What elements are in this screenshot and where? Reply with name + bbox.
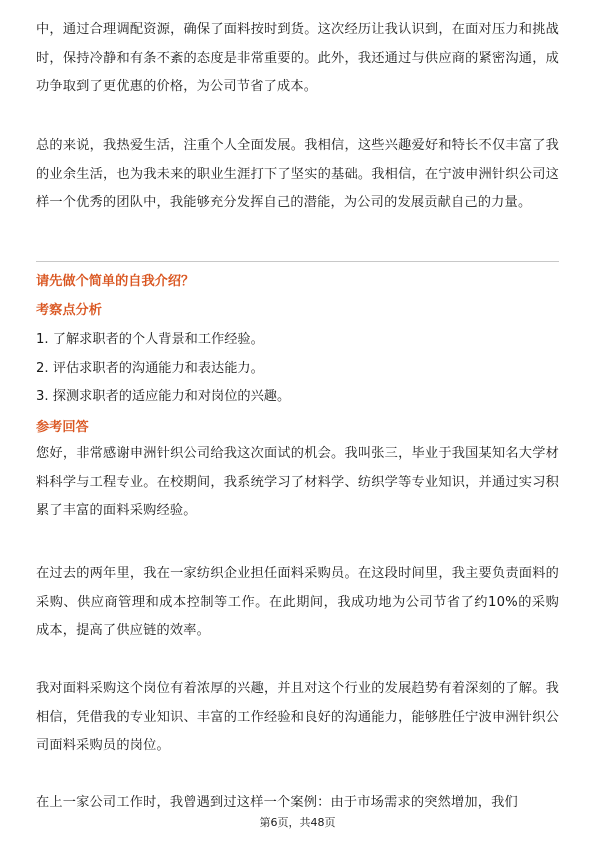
- question-heading: 请先做个简单的自我介绍？: [36, 274, 195, 289]
- answer-paragraph-1: 您好，非常感谢申洲针织公司给我这次面试的机会。我叫张三，毕业于我国某知名大学材料科学与工程专业。在校期间，我系统学习了材料学、纺织学等专业知识，并通过实习积累了丰富的面料采购经验。: [36, 446, 559, 518]
- analysis-item: 3. 探测求职者的适应能力和对岗位的兴趣。: [36, 389, 291, 404]
- intro-paragraph-1: 中，通过合理调配资源，确保了面料按时到货。这次经历让我认识到，在面对压力和挑战时，保持冷静和有条不紊的态度是非常重要的。此外，我还通过与供应商的紧密沟通，成功争取到了更优惠的价格，为公司节省了成本。: [36, 22, 559, 94]
- page-number: 第6页，共48页: [259, 816, 336, 829]
- answer-paragraph-4: 在上一家公司工作时，我曾遇到过这样一个案例：由于市场需求的突然增加，我们: [36, 795, 518, 810]
- answer-paragraph-3: 我对面料采购这个岗位有着浓厚的兴趣，并且对这个行业的发展趋势有着深刻的了解。我相信，凭借我的专业知识、丰富的工作经验和良好的沟通能力，能够胜任宁波申洲针织公司面料采购员的岗位。: [36, 681, 559, 753]
- intro-paragraph-2: 总的来说，我热爱生活，注重个人全面发展。我相信，这些兴趣爱好和特长不仅丰富了我的业余生活，也为我未来的职业生涯打下了坚实的基础。我相信，在宁波申洲针织公司这样一个优秀的团队中，我能够充分发挥自己的潜能，为公司的发展贡献自己的力量。: [36, 138, 559, 210]
- analysis-list: [36, 326, 559, 412]
- analysis-heading: 考察点分析: [36, 303, 102, 318]
- analysis-item: 1. 了解求职者的个人背景和工作经验。: [36, 332, 264, 347]
- answer-paragraph-2: 在过去的两年里，我在一家纺织企业担任面料采购员。在这段时间里，我主要负责面料的采购、供应商管理和成本控制等工作。在此期间，我成功地为公司节省了约10%的采购成本，提高了供应链的效率。: [36, 566, 559, 638]
- analysis-item: 2. 评估求职者的沟通能力和表达能力。: [36, 360, 264, 376]
- section-divider: [36, 261, 559, 262]
- answer-heading: 参考回答: [36, 420, 89, 435]
